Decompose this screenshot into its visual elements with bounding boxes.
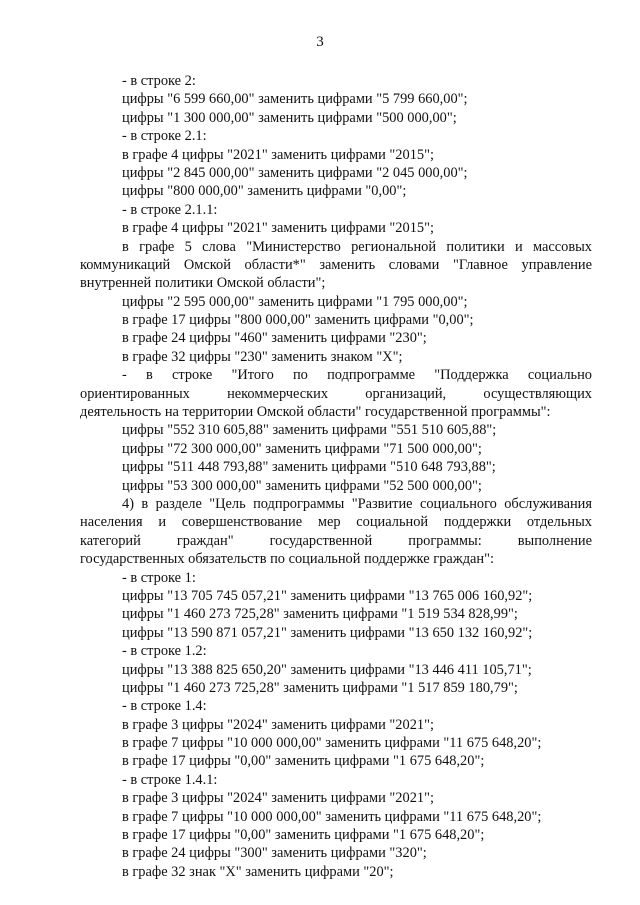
document-line: категорий граждан" государственной программы: выполнение [80,532,592,549]
document-line: цифры "1 460 273 725,28" заменить цифрами "1 519 534 828,99"; [122,606,518,623]
document-line: коммуникаций Омской области*" заменить словами "Главное управление [80,256,592,273]
document-line: цифры "13 388 825 650,20" заменить цифрами "13 446 411 105,71"; [122,661,532,678]
document-line: - в строке 2.1.1: [122,201,218,218]
document-line: цифры "53 300 000,00" заменить цифрами "52 500 000,00"; [122,477,482,494]
document-line: - в строке 1.4.1: [122,771,218,788]
document-line: цифры "1 460 273 725,28" заменить цифрами "1 517 859 180,79"; [122,679,518,696]
document-line: - в строке 1: [122,569,196,586]
document-line: цифры "552 310 605,88" заменить цифрами "551 510 605,88"; [122,422,497,439]
document-line: - в строке 2: [122,73,196,89]
document-line: цифры "800 000,00" заменить цифрами "0,00"; [122,183,407,200]
document-line: цифры "511 448 793,88" заменить цифрами "510 648 793,88"; [122,459,496,476]
document-line: в графе 7 цифры "10 000 000,00" заменить цифрами "11 675 648,20"; [122,735,542,752]
document-line: в графе 4 цифры "2021" заменить цифрами "2015"; [122,146,434,163]
document-line: цифры "13 590 871 057,21" заменить цифрами "13 650 132 160,92"; [122,624,533,641]
document-line: цифры "2 845 000,00" заменить цифрами "2 045 000,00"; [122,164,468,181]
document-line: в графе 32 знак "Х" заменить цифрами "20"; [122,863,394,880]
document-line: в графе 17 цифры "800 000,00" заменить цифрами "0,00"; [122,312,474,329]
document-body [80,72,592,881]
page-number: 3 [316,34,324,50]
document-line: цифры "2 595 000,00" заменить цифрами "1 795 000,00"; [122,293,468,310]
document-line: в графе 4 цифры "2021" заменить цифрами "2015"; [122,220,434,237]
document-line: в графе 3 цифры "2024" заменить цифрами "2021"; [122,790,434,807]
document-line: деятельность на территории Омской области" государственной программы": [80,404,551,421]
document-line: цифры "1 300 000,00" заменить цифрами "500 000,00"; [122,109,457,126]
document-line: внутренней политики Омской области"; [80,275,326,292]
document-line: - в строке 2.1: [122,128,207,145]
document-line: - в строке "Итого по подпрограмме "Поддержка социально [122,367,592,384]
document-line: в графе 7 цифры "10 000 000,00" заменить цифрами "11 675 648,20"; [122,808,542,825]
document-line: в графе 24 цифры "300" заменить цифрами "320"; [122,845,427,862]
document-line: в графе 24 цифры "460" заменить цифрами "230"; [122,330,427,347]
document-line: в графе 3 цифры "2024" заменить цифрами "2021"; [122,716,434,733]
document-line: в графе 17 цифры "0,00" заменить цифрами "1 675 648,20"; [122,753,485,770]
document-line: цифры "72 300 000,00" заменить цифрами "71 500 000,00"; [122,440,482,457]
document-line: государственных обязательств по социальной поддержке граждан": [80,551,495,568]
document-line: населения и совершенствование мер социальной поддержки отдельных [80,514,592,531]
document-line: в графе 5 слова "Министерство региональной политики и массовых [122,238,592,255]
document-line: - в строке 1.4: [122,698,207,715]
document-line: в графе 17 цифры "0,00" заменить цифрами "1 675 648,20"; [122,827,485,844]
document-line: цифры "13 705 745 057,21" заменить цифрами "13 765 006 160,92"; [122,587,533,604]
document-line: ориентированных некоммерческих организаций, осуществляющих [80,385,592,402]
document-line: в графе 32 цифры "230" заменить знаком "Х"; [122,348,403,365]
document-line: - в строке 1.2: [122,643,207,660]
document-line: 4) в разделе "Цель подпрограммы "Развитие социального обслуживания [122,495,592,512]
document-line: цифры "6 599 660,00" заменить цифрами "5 799 660,00"; [122,91,468,108]
